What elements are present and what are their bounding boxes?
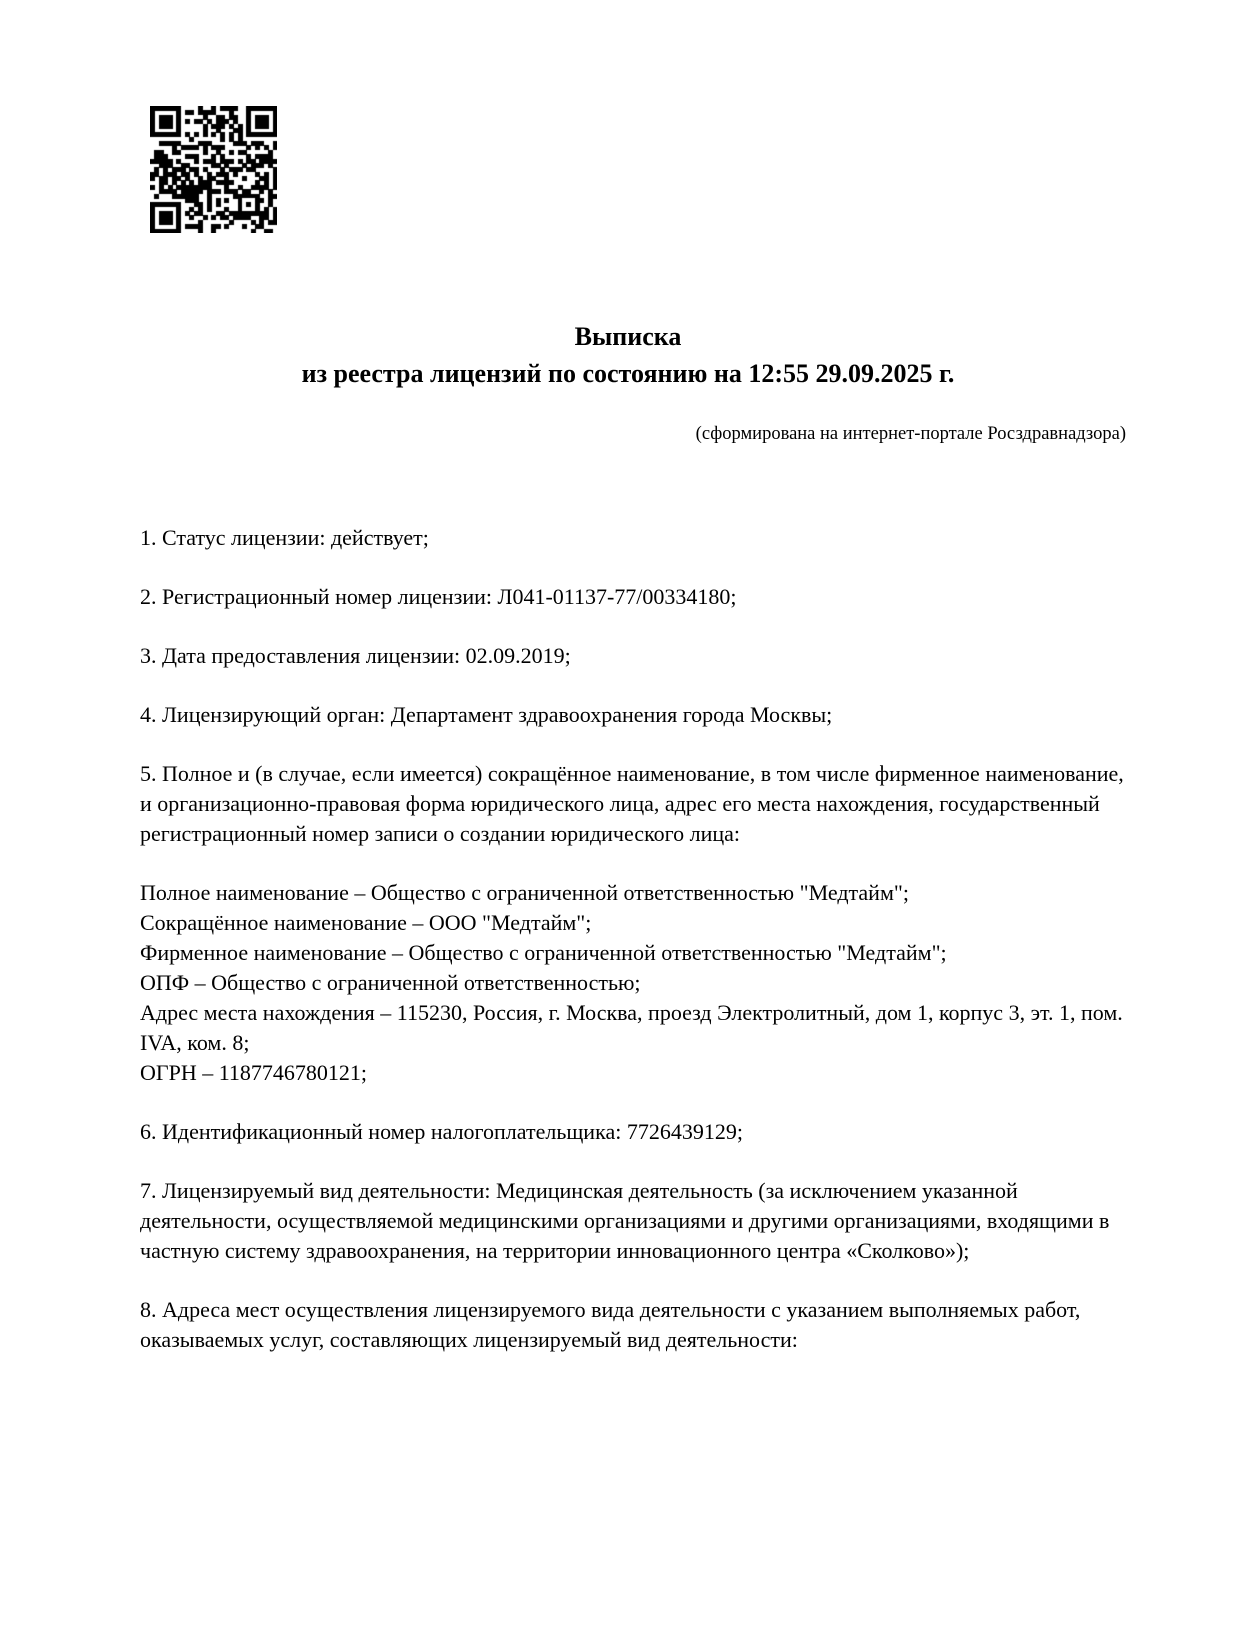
qr-code-icon <box>150 106 277 233</box>
item-registration-number: 2. Регистрационный номер лицензии: Л041-01137-77/00334180; <box>140 584 737 609</box>
legal-address-line: Адрес места нахождения – 115230, Россия, г. Москва, проезд Электролитный, дом 1, корпус 3, эт. 1, пом. IVA, ком. 8; <box>140 1000 1123 1055</box>
brand-name-line: Фирменное наименование – Общество с ограниченной ответственностью "Медтайм"; <box>140 940 947 965</box>
document-title-line1: Выписка <box>574 322 682 351</box>
item-addresses-intro: 8. Адреса мест осуществления лицензируемого вида деятельности с указанием выполняемых работ, оказываемых услуг, составляющих лицензируемый вид деятельности: <box>140 1297 1081 1352</box>
document-title-line2: из реестра лицензий по состоянию на 12:55 29.09.2025 г. <box>301 359 955 388</box>
legal-form-line: ОПФ – Общество с ограниченной ответственностью; <box>140 970 641 995</box>
short-name-line: Сокращённое наименование – ООО "Медтайм"; <box>140 910 592 935</box>
formed-on-portal-note: (сформирована на интернет-портале Росздравнадзора) <box>695 424 1126 444</box>
item-activity-type: 7. Лицензируемый вид деятельности: Медицинская деятельность (за исключением указанной деятельности, осуществляемой медицинскими организациями и другими организациями, входящими в частную систему здравоохранения, на территории инновационного центра «Сколково»); <box>140 1178 1110 1263</box>
item-inn: 6. Идентификационный номер налогоплательщика: 7726439129; <box>140 1119 743 1144</box>
ogrn-line: ОГРН – 1187746780121; <box>140 1060 368 1085</box>
item-grant-date: 3. Дата предоставления лицензии: 02.09.2019; <box>140 643 571 668</box>
document-title <box>128 318 1128 392</box>
item-licensing-authority: 4. Лицензирующий орган: Департамент здравоохранения города Москвы; <box>140 702 833 727</box>
document-body <box>140 523 1128 1355</box>
company-details-block <box>140 878 1128 1088</box>
item-names-intro: 5. Полное и (в случае, если имеется) сокращённое наименование, в том числе фирменное наименование, и организационно-правовая форма юридического лица, адрес его места нахождения, государственный регистрационный номер записи о создании юридического лица: <box>140 761 1124 846</box>
item-license-status: 1. Статус лицензии: действует; <box>140 525 429 550</box>
full-name-line: Полное наименование – Общество с ограниченной ответственностью "Медтайм"; <box>140 880 909 905</box>
